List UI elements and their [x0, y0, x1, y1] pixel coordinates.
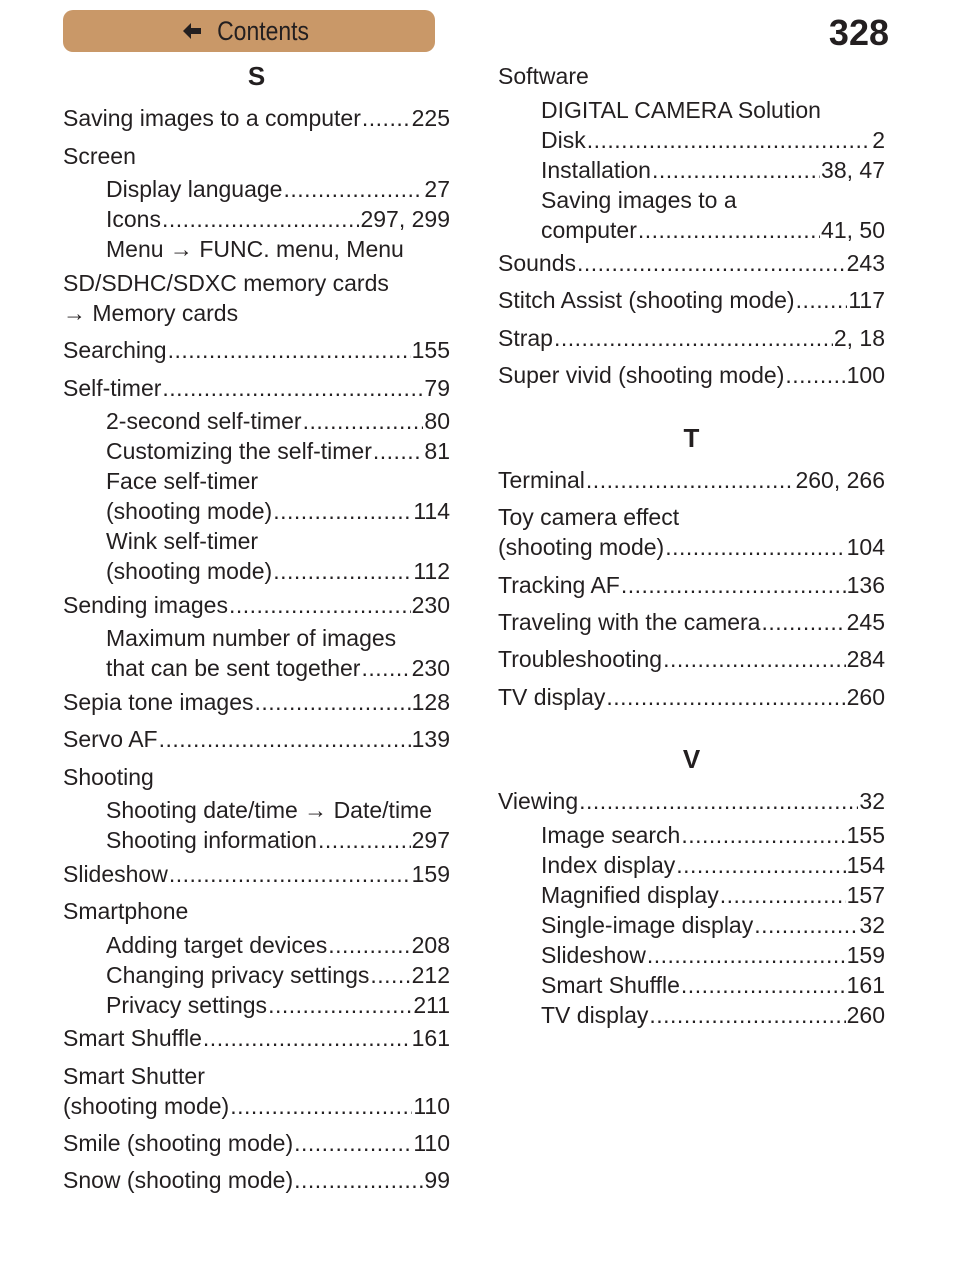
page-reference-link[interactable]: 230 [411, 655, 450, 681]
dot-leader [647, 940, 846, 970]
index-subentry [106, 623, 450, 653]
page-reference-link[interactable]: 112 [413, 558, 450, 584]
entry-text: Slideshow [63, 861, 168, 887]
dot-leader [577, 248, 846, 278]
dot-leader [676, 850, 845, 880]
dot-leader [663, 644, 846, 674]
index-entry [63, 141, 450, 171]
index-subentry[interactable] [541, 215, 885, 245]
index-subentry[interactable] [541, 1000, 885, 1030]
entry-text: (shooting mode) [106, 498, 273, 524]
page-reference-link[interactable]: 157 [846, 882, 885, 908]
dot-leader [162, 373, 423, 403]
index-subentry[interactable] [541, 910, 885, 940]
dot-leader [318, 825, 411, 855]
page-reference-link[interactable]: 128 [411, 689, 450, 715]
entry-text: Terminal [498, 467, 585, 493]
section-letter-v: V [682, 744, 701, 774]
entry-text: Saving images to a [541, 187, 737, 213]
dot-leader [328, 930, 410, 960]
entry-text: Stitch Assist (shooting mode) [498, 287, 795, 313]
index-subentry[interactable] [106, 556, 450, 586]
entry-text: Smart Shuffle [63, 1025, 202, 1051]
page-reference-link[interactable]: 117 [848, 287, 885, 313]
index-entry [63, 1061, 450, 1091]
page-reference-link[interactable]: 243 [846, 250, 885, 276]
index-entry[interactable] [63, 1165, 450, 1195]
page-reference-link[interactable]: 245 [846, 609, 885, 635]
index-entry [63, 268, 450, 298]
index-subentry[interactable] [106, 174, 450, 204]
dot-leader [159, 724, 411, 754]
index-entry[interactable] [498, 465, 885, 495]
index-entry[interactable] [498, 570, 885, 600]
page-reference-link[interactable]: 114 [413, 498, 450, 524]
index-entry[interactable] [63, 1091, 450, 1121]
page-reference-link[interactable]: 38, 47 [821, 157, 885, 183]
index-subentry[interactable] [106, 204, 450, 234]
page-reference-link[interactable]: 225 [411, 105, 450, 131]
index-subentry[interactable] [106, 406, 450, 436]
entry-text: Self-timer [63, 375, 162, 401]
entry-text: Smart Shuffle [541, 972, 680, 998]
entry-text: (shooting mode) [63, 1093, 230, 1119]
section-letter-t: T [683, 423, 700, 453]
entry-text: Tracking AF [498, 572, 620, 598]
entry-text: that can be sent together [106, 655, 361, 681]
page-number: 328 [828, 12, 889, 53]
index-entry [63, 298, 450, 328]
dot-leader [169, 859, 411, 889]
entry-text: Super vivid (shooting mode) [498, 362, 785, 388]
index-subentry[interactable] [541, 125, 885, 155]
page-reference-link[interactable]: 230 [411, 592, 450, 618]
dot-leader [229, 590, 411, 620]
page-reference-link[interactable]: 154 [846, 852, 885, 878]
page-reference-link[interactable]: 139 [411, 726, 450, 752]
index-entry[interactable] [498, 607, 885, 637]
index-entry[interactable] [498, 248, 885, 278]
page-reference-link[interactable]: 212 [411, 962, 450, 988]
entry-text: Servo AF [63, 726, 158, 752]
page-reference-link[interactable]: 80 [424, 408, 450, 434]
index-subentry[interactable] [106, 960, 450, 990]
dot-leader [586, 465, 795, 495]
dot-leader [754, 910, 858, 940]
dot-leader [638, 215, 820, 245]
page-reference-link[interactable]: 284 [846, 646, 885, 672]
entry-text: Searching [63, 337, 167, 363]
index-entry[interactable] [63, 859, 450, 889]
page-reference-link[interactable]: 208 [411, 932, 450, 958]
page-reference-link[interactable]: 2 [872, 127, 885, 153]
section-letter-s: S [247, 61, 266, 91]
index-subentry[interactable] [106, 496, 450, 526]
contents-button[interactable] [63, 10, 435, 52]
page-reference-link[interactable]: 155 [411, 337, 450, 363]
index-entry[interactable] [498, 532, 885, 562]
entry-text: Installation [541, 157, 651, 183]
entry-text: Image search [541, 822, 681, 848]
entry-text: Screen [63, 143, 136, 169]
index-entry[interactable] [63, 1128, 450, 1158]
dot-leader [761, 607, 845, 637]
index-subentry[interactable] [541, 940, 885, 970]
dot-leader [294, 1165, 423, 1195]
page-reference-link[interactable]: 260, 266 [795, 467, 885, 493]
dot-leader [554, 323, 833, 353]
entry-text: Menu → FUNC. menu, Menu [106, 236, 404, 262]
index-subentry[interactable] [541, 155, 885, 185]
entry-text: Strap [498, 325, 553, 351]
index-entry [63, 896, 450, 926]
entry-text: Changing privacy settings [106, 962, 370, 988]
index-entry[interactable] [498, 323, 885, 353]
entry-text: Privacy settings [106, 992, 268, 1018]
dot-leader [587, 125, 871, 155]
dot-leader [373, 436, 424, 466]
entry-text: Software [498, 63, 589, 89]
page-reference-link[interactable]: 260 [846, 1002, 885, 1028]
page-reference-link[interactable]: 27 [424, 176, 450, 202]
index-subentry[interactable] [541, 820, 885, 850]
index-subentry[interactable] [106, 653, 450, 683]
dot-leader [606, 682, 845, 712]
page-reference-link[interactable]: 297 [411, 827, 450, 853]
entry-text: → Memory cards [63, 300, 239, 326]
dot-leader [283, 174, 423, 204]
page-reference-link[interactable]: 211 [413, 992, 450, 1018]
entry-text: Wink self-timer [106, 528, 259, 554]
entry-text: DIGITAL CAMERA Solution [541, 97, 821, 123]
index-subentry[interactable] [106, 990, 450, 1020]
entry-text: Face self-timer [106, 468, 259, 494]
index-entry [498, 61, 885, 91]
entry-text: Smart Shutter [63, 1063, 205, 1089]
entry-text: (shooting mode) [498, 534, 665, 560]
entry-text: Customizing the self-timer [106, 438, 372, 464]
index-entry[interactable] [498, 285, 885, 315]
index-entry[interactable] [498, 644, 885, 674]
index-entry[interactable] [498, 682, 885, 712]
index-subentry[interactable] [106, 825, 450, 855]
page-reference-link[interactable]: 297, 299 [360, 206, 450, 232]
dot-leader [162, 204, 359, 234]
entry-text: TV display [541, 1002, 649, 1028]
index-subentry [106, 795, 450, 825]
entry-text: Sending images [63, 592, 228, 618]
index-entry[interactable] [498, 360, 885, 390]
dot-leader [681, 970, 846, 1000]
dot-leader [785, 360, 845, 390]
dot-leader [294, 1128, 412, 1158]
entry-text: Smartphone [63, 898, 189, 924]
page-reference-link[interactable]: 2, 18 [833, 325, 885, 351]
index-subentry [106, 526, 450, 556]
dot-leader [579, 786, 858, 816]
index-subentry [106, 234, 450, 264]
entry-text: Traveling with the camera [498, 609, 761, 635]
dot-leader [303, 406, 424, 436]
page-reference-link[interactable]: 110 [413, 1130, 450, 1156]
index-subentry [541, 185, 885, 215]
entry-text: Sounds [498, 250, 577, 276]
dot-leader [370, 960, 410, 990]
page-reference-link[interactable]: 159 [411, 861, 450, 887]
index-subentry[interactable] [541, 850, 885, 880]
page-reference-link[interactable]: 161 [846, 972, 885, 998]
dot-leader [362, 103, 411, 133]
dot-leader [268, 990, 412, 1020]
entry-text: Snow (shooting mode) [63, 1167, 294, 1193]
dot-leader [273, 496, 412, 526]
arrow-left-icon [181, 20, 203, 42]
index-subentry [541, 95, 885, 125]
dot-leader [168, 335, 411, 365]
entry-text: SD/SDHC/SDXC memory cards [63, 270, 389, 296]
entry-text: Viewing [498, 788, 579, 814]
dot-leader [361, 653, 410, 683]
dot-leader [255, 687, 411, 717]
index-entry[interactable] [63, 103, 450, 133]
dot-leader [230, 1091, 412, 1121]
index-entry[interactable] [498, 786, 885, 816]
entry-text: Shooting [63, 764, 154, 790]
entry-text: Magnified display [541, 882, 719, 908]
index-entry [63, 762, 450, 792]
entry-text: computer [541, 217, 637, 243]
entry-text: Smile (shooting mode) [63, 1130, 294, 1156]
index-subentry[interactable] [541, 880, 885, 910]
dot-leader [665, 532, 845, 562]
index-entry[interactable] [63, 590, 450, 620]
page-reference-link[interactable]: 110 [413, 1093, 450, 1119]
index-entry[interactable] [63, 373, 450, 403]
entry-text: Single-image display [541, 912, 754, 938]
dot-leader [203, 1023, 411, 1053]
dot-leader [649, 1000, 845, 1030]
entry-text: Shooting date/time → Date/time [106, 797, 432, 823]
page-reference-link[interactable]: 161 [411, 1025, 450, 1051]
page-reference-link[interactable]: 100 [846, 362, 885, 388]
page-reference-link[interactable]: 260 [846, 684, 885, 710]
index-subentry[interactable] [106, 436, 450, 466]
dot-leader [621, 570, 846, 600]
entry-text: TV display [498, 684, 606, 710]
page-reference-link[interactable]: 136 [846, 572, 885, 598]
index-entry[interactable] [63, 1023, 450, 1053]
page-reference-link[interactable]: 159 [846, 942, 885, 968]
entry-text: Icons [106, 206, 161, 232]
page-reference-link[interactable]: 104 [846, 534, 885, 560]
page-reference-link[interactable]: 81 [424, 438, 450, 464]
entry-text: Troubleshooting [498, 646, 663, 672]
page-reference-link[interactable]: 155 [846, 822, 885, 848]
index-subentry[interactable] [106, 930, 450, 960]
contents-label: Contents [217, 15, 309, 46]
page-reference-link[interactable]: 79 [424, 375, 450, 401]
page-reference-link[interactable]: 99 [424, 1167, 450, 1193]
entry-text: Display language [106, 176, 283, 202]
dot-leader [796, 285, 848, 315]
dot-leader [720, 880, 846, 910]
entry-text: Adding target devices [106, 932, 328, 958]
entry-text: Slideshow [541, 942, 646, 968]
page-reference-link[interactable]: 32 [859, 788, 885, 814]
page-reference-link[interactable]: 41, 50 [821, 217, 885, 243]
entry-text: Saving images to a computer [63, 105, 361, 131]
index-entry [498, 502, 885, 532]
index-entry[interactable] [63, 687, 450, 717]
entry-text: Toy camera effect [498, 504, 680, 530]
index-entry[interactable] [63, 724, 450, 754]
entry-text: Shooting information [106, 827, 317, 853]
dot-leader [652, 155, 820, 185]
dot-leader [681, 820, 845, 850]
entry-text: Maximum number of images [106, 625, 397, 651]
entry-text: Sepia tone images [63, 689, 254, 715]
dot-leader [273, 556, 412, 586]
entry-text: Disk [541, 127, 586, 153]
entry-text: 2-second self-timer [106, 408, 302, 434]
page-reference-link[interactable]: 32 [859, 912, 885, 938]
index-entry[interactable] [63, 335, 450, 365]
index-subentry [106, 466, 450, 496]
index-subentry[interactable] [541, 970, 885, 1000]
entry-text: Index display [541, 852, 676, 878]
entry-text: (shooting mode) [106, 558, 273, 584]
